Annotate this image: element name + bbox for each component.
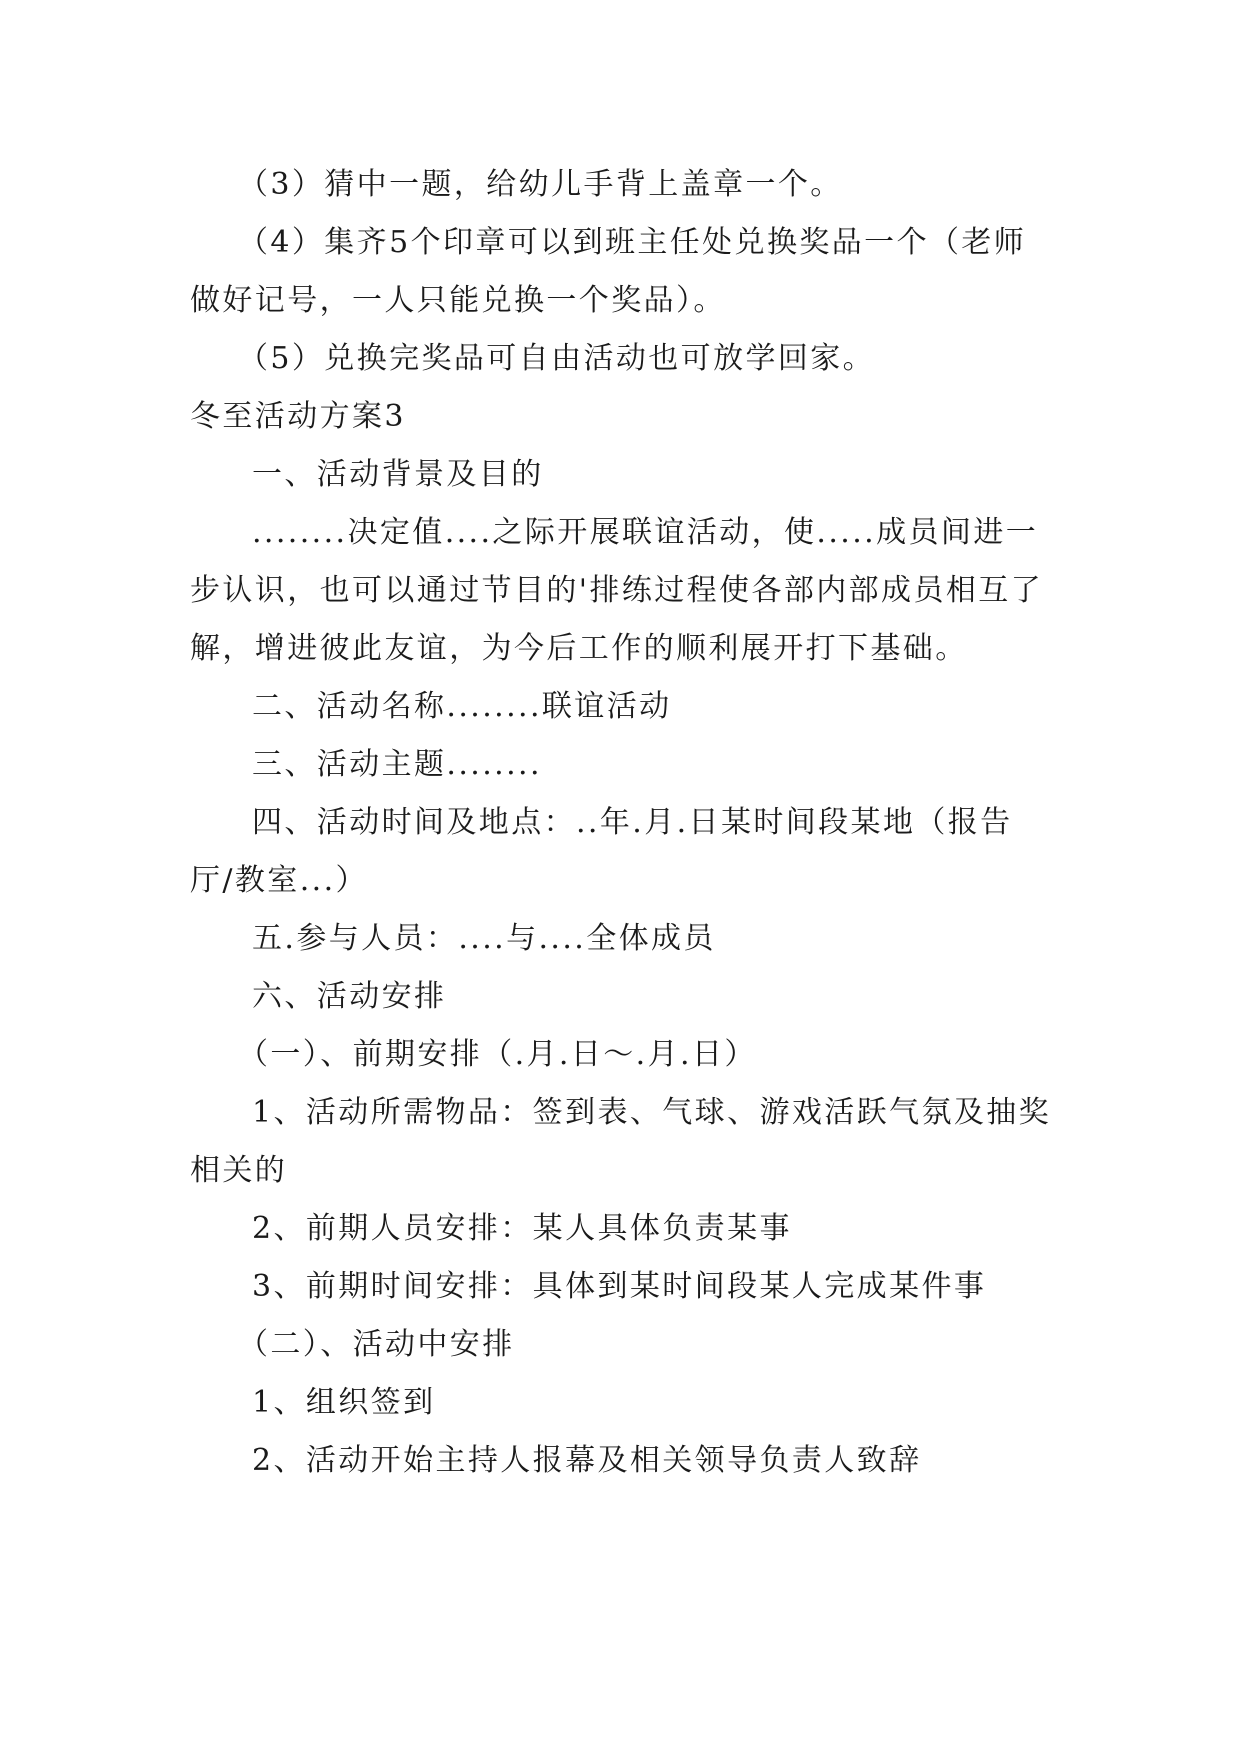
- heading-activity-theme: 三、活动主题........: [252, 747, 542, 782]
- list-item-opening: 2、活动开始主持人报幕及相关领导负责人致辞: [252, 1443, 922, 1478]
- paragraph-item-3: （3）猜中一题，给幼儿手背上盖章一个。: [238, 167, 843, 202]
- paragraph-item-5: （5）兑换完奖品可自由活动也可放学回家。: [238, 341, 876, 376]
- paragraph-background-text: ........决定值....之际开展联谊活动，使.....成员间进一步认识，也可以通过节目的'排练过程使各部内部成员相互了解，增进彼此友谊，为今后工作的顺利展开打下基础。: [190, 515, 1044, 666]
- heading-activity-name: 二、活动名称........联谊活动: [252, 689, 672, 724]
- list-item-schedule: 3、前期时间安排：具体到某时间段某人完成某件事: [252, 1269, 987, 1304]
- subheading-during-activity: （二）、活动中安排: [238, 1327, 515, 1362]
- heading-participants: 五.参与人员：....与....全体成员: [252, 921, 716, 956]
- list-item-staffing: 2、前期人员安排：某人具体负责某事: [252, 1211, 792, 1246]
- subheading-pre-arrangement: （一）、前期安排（.月.日～.月.日）: [238, 1037, 757, 1072]
- document-body: [190, 156, 1055, 1490]
- paragraph-item-4: （4）集齐5个印章可以到班主任处兑换奖品一个（老师做好记号，一人只能兑换一个奖品）。: [190, 225, 1027, 318]
- section-title: 冬至活动方案3: [190, 399, 406, 434]
- heading-arrangement: 六、活动安排: [252, 979, 447, 1014]
- heading-background-purpose: 一、活动背景及目的: [252, 457, 544, 492]
- heading-time-place: 四、活动时间及地点：..年.月.日某时间段某地（报告厅/教室...）: [190, 805, 1013, 898]
- list-item-materials: 1、活动所需物品：签到表、气球、游戏活跃气氛及抽奖相关的: [190, 1095, 1052, 1188]
- list-item-sign-in: 1、组织签到: [252, 1385, 436, 1420]
